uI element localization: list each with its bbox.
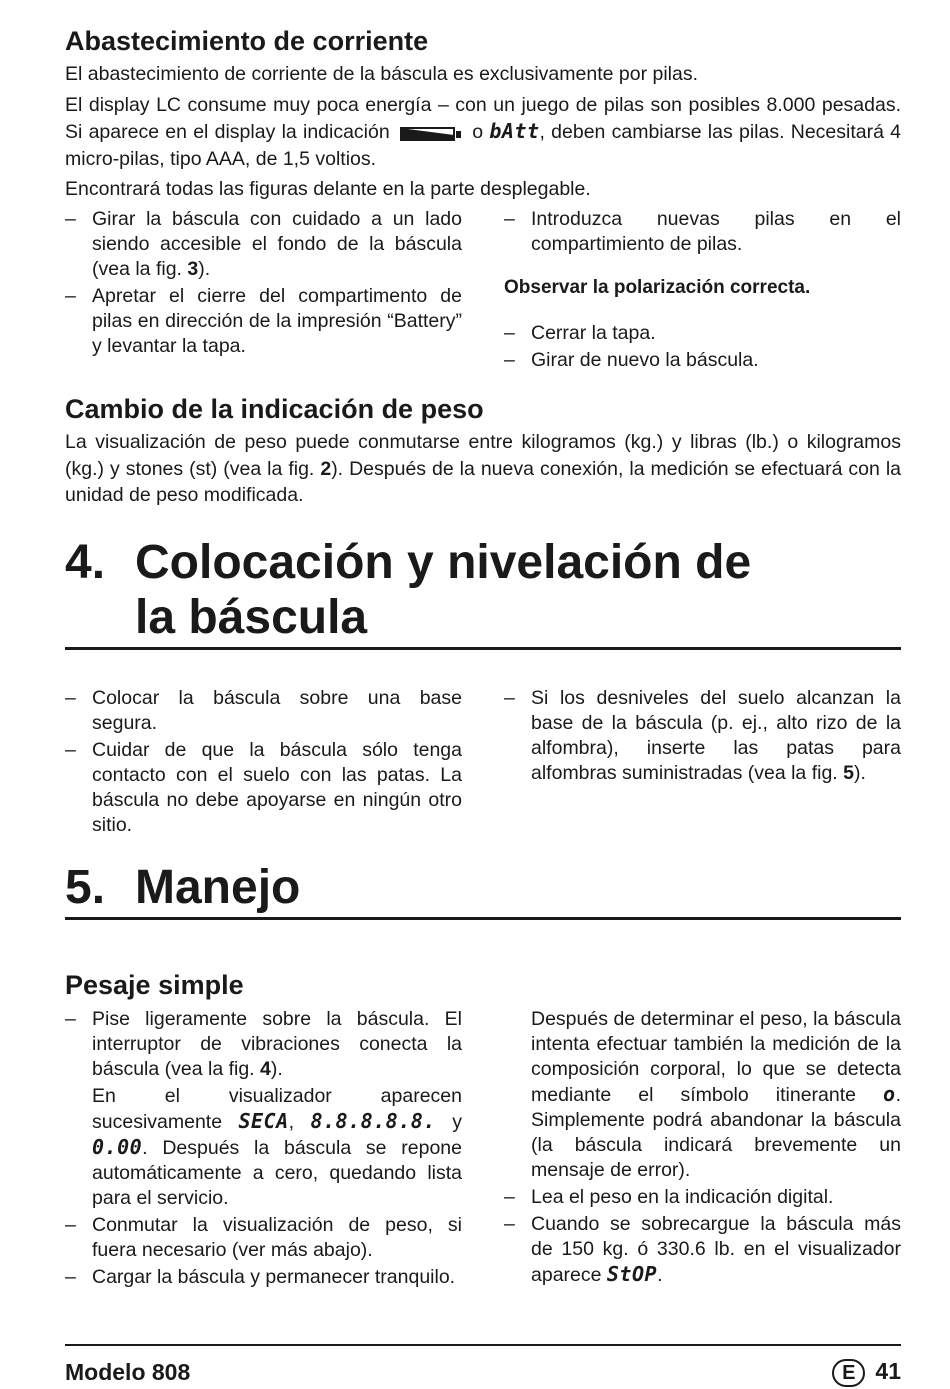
list-item: – Cuidar de que la báscula sólo tenga contacto con el suelo con las patas. La báscula no debe apoyarse en ningún otro sitio.: [65, 738, 462, 838]
list: [65, 1007, 462, 1290]
stop-display-text: StOP: [606, 1262, 658, 1287]
right-column: [504, 686, 901, 840]
chapter-number: 4.: [65, 536, 106, 589]
text: El display LC consume muy poca energía – con un juego de pilas son posibles 8.000 pesadas. Si aparece en el display la indicación: [65, 93, 901, 144]
section-heading: Cambio de la indicación de peso: [65, 394, 484, 424]
list-item: – Conmutar la visualización de peso, si fuera necesario (ver más abajo).: [65, 1213, 462, 1263]
list-item: – Cargar la báscula y permanecer tranquilo.: [65, 1265, 462, 1290]
polarity-note: Observar la polarización correcta.: [504, 276, 811, 298]
divider: [65, 647, 901, 650]
batt-display-text: bAtt: [489, 119, 540, 144]
paragraph: [65, 92, 901, 173]
chapter-title: [65, 860, 901, 915]
list: [504, 321, 901, 373]
chapter-title-text: Colocación y nivelación de la báscula: [135, 536, 752, 644]
page-footer: [65, 1344, 901, 1387]
footer-row: [65, 1346, 901, 1387]
zero-display-text: 0.00: [92, 1135, 143, 1160]
section-units: [65, 394, 901, 509]
divider: [65, 917, 901, 920]
two-column: [65, 1007, 901, 1292]
chapter-5: [65, 860, 901, 1292]
section-heading: Abastecimiento de corriente: [65, 26, 429, 56]
text: , deben cambiarse las pilas. Necesitará 4 micro-pilas, tipo AAA, de 1,5 voltios.: [65, 121, 902, 170]
list-item: – Apretar el cierre del compartimento de pilas en dirección de la impresión “Battery” y levantar la tapa.: [65, 284, 462, 359]
text: o: [472, 121, 484, 144]
paragraph: La visualización de peso puede conmutarse entre kilogramos (kg.) y libras (lb.) o kilogramos (kg.) y stones (st) (vea la fig. 2). Después de la nueva conexión, la medición se efectuará con la unidad de peso modificada.: [65, 431, 902, 507]
battery-low-icon: [400, 124, 462, 142]
list: [504, 1185, 901, 1288]
list: [504, 207, 901, 257]
chapter-4: [65, 535, 901, 840]
chapter-title-text: Manejo: [135, 861, 301, 914]
list-item: – Colocar la báscula sobre una base segura.: [65, 686, 462, 736]
left-column: [65, 1007, 462, 1292]
list: [65, 686, 462, 838]
page-number: 41: [875, 1358, 901, 1384]
list: [504, 686, 901, 786]
list-item: – Lea el peso en la indicación digital.: [504, 1185, 901, 1210]
chapter-title: [65, 535, 901, 645]
two-column: [65, 207, 901, 376]
segment-test-display-text: 8.8.8.8.8.: [310, 1109, 436, 1134]
right-column: [504, 207, 901, 376]
list-item: – Pise ligeramente sobre la báscula. El interruptor de vibraciones conecta la báscula (vea la fig. 4). En el visualizador aparecen sucesivamente SECA, 8.8.8.8.8. y 0.00. Después la báscula se repone automáticamente a cero, quedando lista para el servicio.: [65, 1007, 462, 1211]
page-number-group: [832, 1358, 901, 1387]
paragraph: El abastecimiento de corriente de la báscula es exclusivamente por pilas.: [65, 63, 699, 86]
paragraph: Después de determinar el peso, la báscula intenta efectuar también la medición de la composición corporal, lo que se detecta mediante el símbolo itinerante o. Simplemente podrá abandonar la báscula (la báscula indicará brevemente un mensaje de error).: [531, 1008, 901, 1182]
left-column: [65, 686, 462, 840]
right-column: [504, 1007, 901, 1292]
section-power: [65, 26, 901, 375]
running-symbol-icon: o: [883, 1082, 896, 1107]
seca-display-text: SECA: [238, 1109, 289, 1134]
language-badge: E: [832, 1359, 865, 1387]
list-item: – Introduzca nuevas pilas en el compartimiento de pilas.: [504, 207, 901, 257]
model-name: Modelo 808: [65, 1359, 191, 1385]
list: [65, 207, 462, 359]
section-heading: Pesaje simple: [65, 970, 244, 1000]
list-item: – Cuando se sobrecargue la báscula más de 150 kg. ó 330.6 lb. en el visualizador aparece StOP.: [504, 1212, 901, 1288]
chapter-number: 5.: [65, 861, 106, 914]
left-column: [65, 207, 462, 376]
list-item-continuation: En el visualizador aparecen sucesivamente SECA, 8.8.8.8.8. y 0.00. Después la báscula se repone automáticamente a cero, quedando lista para el servicio.: [92, 1085, 462, 1210]
list-item: – Cerrar la tapa.: [504, 321, 901, 346]
list-item: – Girar la báscula con cuidado a un lado siendo accesible el fondo de la báscula (vea la fig. 3).: [65, 207, 462, 282]
list-item: – Girar de nuevo la báscula.: [504, 348, 901, 373]
paragraph: Encontrará todas las figuras delante en la parte desplegable.: [65, 178, 591, 201]
list-item: – Si los desniveles del suelo alcanzan la base de la báscula (p. ej., alto rizo de la alfombra), inserte las patas para alfombras suministradas (vea la fig. 5).: [504, 686, 901, 786]
two-column: [65, 686, 901, 840]
